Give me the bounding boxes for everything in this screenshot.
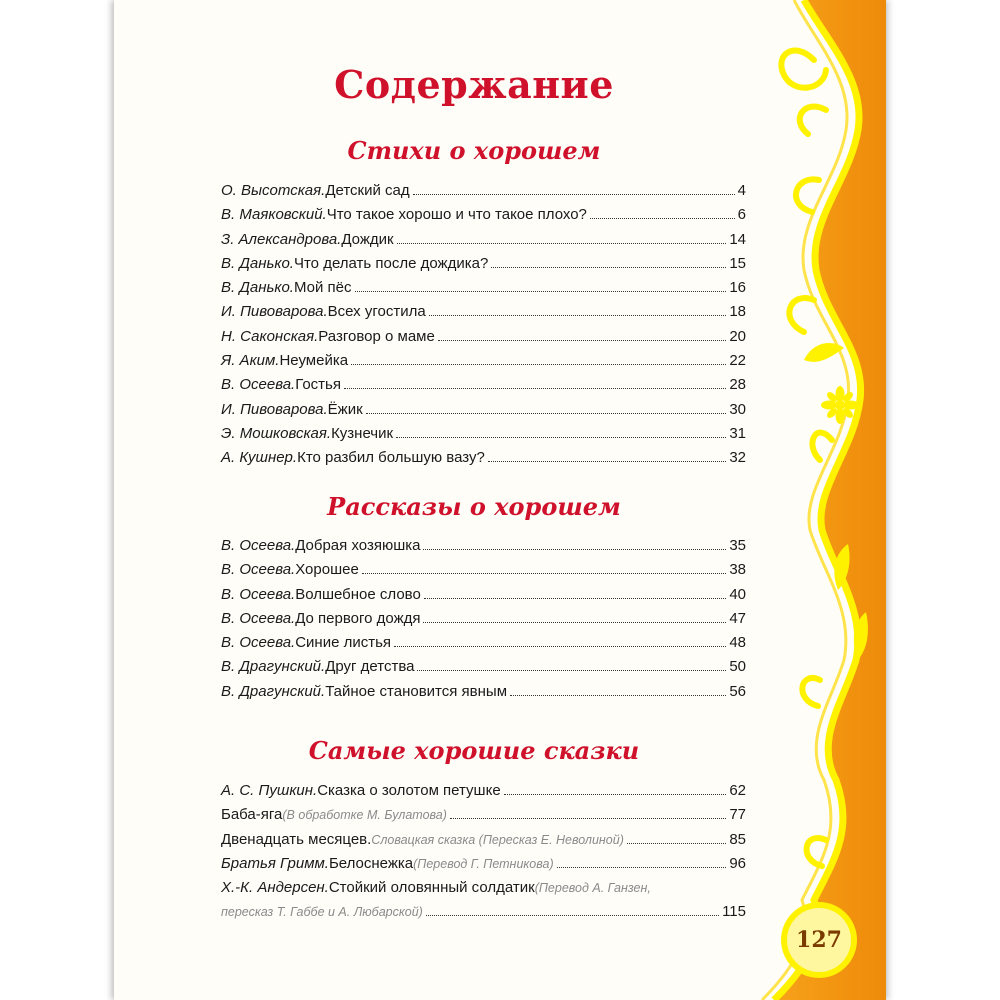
- entry-title: Что делать после дождика?: [293, 254, 489, 272]
- dot-leader: [510, 695, 726, 696]
- entry-page-number: 85: [729, 830, 746, 848]
- entry-title: Друг детства: [325, 658, 415, 676]
- dot-leader: [396, 437, 726, 438]
- entry-page-number: 50: [729, 658, 746, 676]
- entry-title: Кто разбил большую вазу?: [297, 449, 485, 467]
- entry-page-number: 56: [729, 682, 746, 700]
- entry-author: Н. Саконская.: [221, 327, 319, 345]
- dot-leader: [344, 388, 726, 389]
- entry-author: А. С. Пушкин.: [221, 782, 318, 799]
- toc-entry[interactable]: [221, 683, 746, 707]
- entry-title: До первого дождя: [295, 609, 421, 627]
- toc-entry[interactable]: [221, 449, 746, 473]
- page-title: Содержание: [334, 62, 614, 107]
- entry-title: Тайное становится явным: [325, 682, 508, 700]
- dot-leader: [351, 364, 726, 365]
- toc-entry[interactable]: [221, 425, 746, 449]
- section-heading: Рассказы о хорошем: [327, 492, 621, 521]
- entry-note: пересказ Т. Габбе и А. Любарской): [221, 905, 423, 920]
- entry-author: О. Высотская.: [221, 182, 326, 199]
- dot-leader: [438, 340, 727, 341]
- dot-leader: [366, 413, 727, 414]
- toc-entry[interactable]: [221, 376, 746, 400]
- entry-author: А. Кушнер.: [221, 449, 298, 467]
- toc-entry[interactable]: [221, 634, 746, 658]
- toc-entry[interactable]: [221, 231, 746, 255]
- toc-entry[interactable]: [221, 328, 746, 352]
- dot-leader: [491, 267, 726, 268]
- toc-entry[interactable]: [221, 206, 746, 230]
- entry-author: В. Осеева.: [221, 561, 296, 579]
- entry-page-number: 47: [729, 609, 746, 627]
- toc-entry[interactable]: [221, 879, 746, 928]
- entry-page-number: 40: [729, 585, 746, 603]
- dot-leader: [423, 549, 726, 550]
- entry-note: (В обработке М. Булатова): [282, 808, 447, 823]
- entry-page-number: 38: [729, 561, 746, 579]
- entry-title: Разговор о маме: [318, 327, 435, 345]
- entry-page-number: 6: [737, 206, 746, 224]
- dot-leader: [627, 843, 726, 844]
- toc-entry[interactable]: [221, 586, 746, 610]
- entry-title: Кузнечик: [331, 424, 394, 442]
- entry-title: Белоснежка: [328, 854, 414, 872]
- entry-page-number: 14: [729, 230, 746, 248]
- dot-leader: [394, 646, 726, 647]
- dot-leader: [450, 818, 726, 819]
- entry-author: Я. Аким.: [221, 352, 280, 370]
- entry-title: Сказка о золотом петушке: [317, 782, 501, 799]
- entry-author: В. Маяковский.: [221, 206, 327, 224]
- entry-page-number: 16: [729, 279, 746, 297]
- dot-leader: [429, 315, 727, 316]
- dot-leader: [488, 461, 727, 462]
- entry-page-number: 15: [729, 254, 746, 272]
- entry-title: Что такое хорошо и что такое плохо?: [326, 206, 587, 224]
- toc-entry[interactable]: [221, 561, 746, 585]
- entry-author: И. Пивоварова.: [221, 303, 328, 321]
- entry-page-number: 96: [729, 854, 746, 872]
- section-heading: Самые хорошие сказки: [308, 736, 640, 765]
- entry-page-number: 115: [722, 903, 746, 921]
- entry-page-number: 4: [737, 182, 746, 199]
- dot-leader: [426, 915, 719, 916]
- entry-title: Хорошее: [295, 561, 359, 579]
- entry-title: Двенадцать месяцев.: [221, 830, 372, 848]
- entry-author: Братья Гримм.: [221, 854, 329, 872]
- entry-author: В. Осеева.: [221, 609, 296, 627]
- entry-title: Дождик: [341, 230, 394, 248]
- toc-entry[interactable]: [221, 182, 746, 206]
- entry-page-number: 35: [729, 537, 746, 554]
- toc-entry[interactable]: [221, 255, 746, 279]
- toc-list: [221, 182, 746, 474]
- entry-title: Неумейка: [279, 352, 349, 370]
- toc-entry[interactable]: [221, 782, 746, 806]
- toc-entry[interactable]: [221, 537, 746, 561]
- dot-leader: [590, 218, 735, 219]
- entry-page-number: 62: [729, 782, 746, 799]
- toc-entry[interactable]: [221, 806, 746, 830]
- entry-page-number: 18: [729, 303, 746, 321]
- dot-leader: [362, 573, 727, 574]
- entry-author: В. Осеева.: [221, 376, 296, 394]
- entry-note: (Перевод Г. Петникова): [413, 856, 554, 871]
- entry-title: Ёжик: [327, 400, 363, 418]
- section-heading: Стихи о хорошем: [347, 136, 601, 165]
- entry-note: (Перевод А. Ганзен,: [534, 881, 651, 896]
- toc-entry[interactable]: [221, 610, 746, 634]
- entry-page-number: 31: [729, 424, 746, 442]
- entry-title: Баба-яга: [221, 806, 283, 824]
- entry-page-number: 28: [729, 376, 746, 394]
- entry-page-number: 77: [729, 806, 746, 824]
- entry-author: В. Драгунский.: [221, 658, 326, 676]
- entry-title: Детский сад: [325, 182, 410, 199]
- entry-author: Х.-К. Андерсен.: [221, 879, 329, 897]
- entry-page-number: 22: [729, 352, 746, 370]
- page-number: 127: [796, 927, 842, 953]
- dot-leader: [424, 598, 726, 599]
- dot-leader: [557, 867, 727, 868]
- entry-title: Добрая хозяюшка: [295, 537, 421, 554]
- entry-author: В. Драгунский.: [221, 682, 326, 700]
- toc-entry[interactable]: [221, 303, 746, 327]
- entry-note: Словацкая сказка (Пересказ Е. Неволиной): [371, 832, 624, 847]
- entry-author: В. Осеева.: [221, 537, 296, 554]
- entry-page-number: 30: [729, 400, 746, 418]
- toc-list: [221, 537, 746, 707]
- entry-title: Гостья: [295, 376, 341, 394]
- entry-title: Синие листья: [295, 634, 392, 652]
- toc-list: [221, 782, 746, 928]
- entry-page-number: 32: [729, 449, 746, 467]
- dot-leader: [355, 291, 727, 292]
- entry-title: Стойкий оловянный солдатик: [328, 879, 535, 897]
- entry-author: Э. Мошковская.: [221, 424, 332, 442]
- toc-entry[interactable]: [221, 279, 746, 303]
- toc-entry[interactable]: [221, 658, 746, 682]
- dot-leader: [504, 794, 727, 795]
- toc-entry[interactable]: [221, 401, 746, 425]
- entry-author: В. Данько.: [221, 254, 294, 272]
- toc-entry[interactable]: [221, 831, 746, 855]
- toc-entry[interactable]: [221, 855, 746, 879]
- dot-leader: [397, 243, 727, 244]
- entry-author: В. Данько.: [221, 279, 294, 297]
- dot-leader: [413, 194, 735, 195]
- toc-entry[interactable]: [221, 352, 746, 376]
- dot-leader: [417, 670, 726, 671]
- book-page: [114, 0, 886, 1000]
- entry-author: З. Александрова.: [221, 230, 342, 248]
- entry-page-number: 20: [729, 327, 746, 345]
- entry-page-number: 48: [729, 634, 746, 652]
- entry-author: И. Пивоварова.: [221, 400, 328, 418]
- entry-title: Мой пёс: [293, 279, 352, 297]
- dot-leader: [423, 622, 726, 623]
- entry-title: Всех угостила: [327, 303, 426, 321]
- entry-author: В. Осеева.: [221, 585, 296, 603]
- entry-title: Волшебное слово: [295, 585, 421, 603]
- entry-author: В. Осеева.: [221, 634, 296, 652]
